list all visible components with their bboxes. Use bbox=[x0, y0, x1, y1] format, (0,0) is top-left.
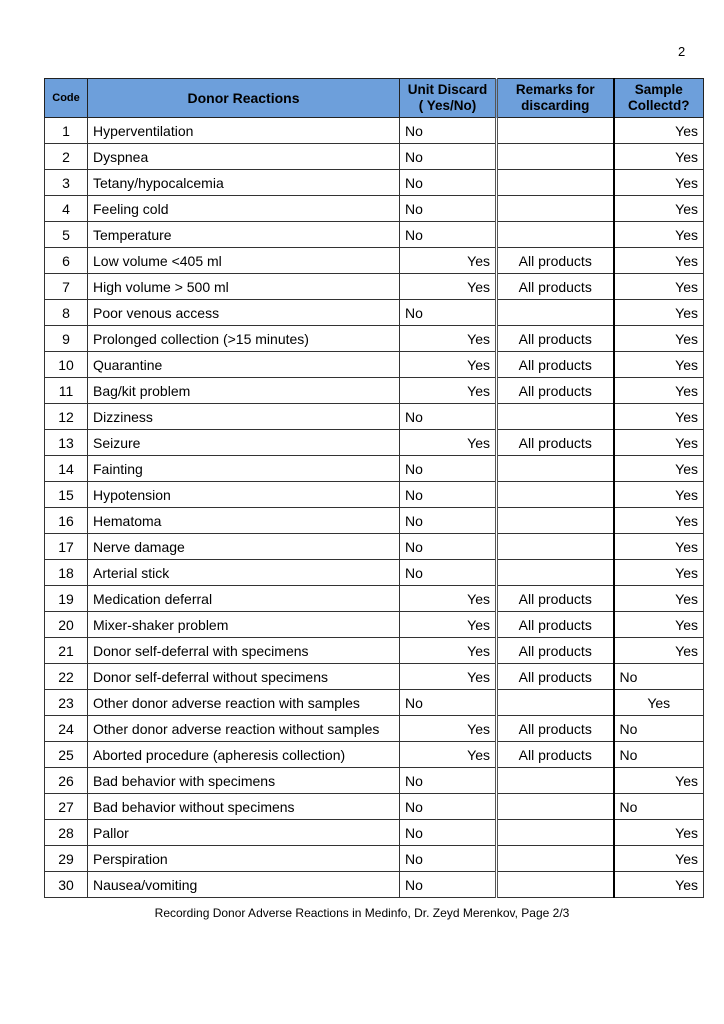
remarks-cell: All products bbox=[497, 664, 614, 690]
remarks-cell bbox=[497, 456, 614, 482]
table-body bbox=[45, 118, 704, 898]
unit-discard-cell: Yes bbox=[400, 612, 497, 638]
unit-discard-cell: No bbox=[400, 118, 497, 144]
reaction-cell: Aborted procedure (apheresis collection) bbox=[88, 742, 400, 768]
remarks-cell bbox=[497, 404, 614, 430]
code-cell: 26 bbox=[45, 768, 88, 794]
remarks-cell: All products bbox=[497, 612, 614, 638]
header-unit-discard-line2: ( Yes/No) bbox=[418, 98, 477, 113]
unit-discard-cell: Yes bbox=[400, 430, 497, 456]
code-cell: 24 bbox=[45, 716, 88, 742]
reaction-cell: Dyspnea bbox=[88, 144, 400, 170]
unit-discard-cell: No bbox=[400, 534, 497, 560]
sample-collected-cell: Yes bbox=[614, 846, 704, 872]
code-cell: 1 bbox=[45, 118, 88, 144]
unit-discard-cell: No bbox=[400, 482, 497, 508]
code-cell: 12 bbox=[45, 404, 88, 430]
sample-collected-cell: Yes bbox=[614, 170, 704, 196]
page-footer: Recording Donor Adverse Reactions in Medinfo, Dr. Zeyd Merenkov, Page 2/3 bbox=[154, 906, 570, 920]
remarks-cell bbox=[497, 872, 614, 898]
unit-discard-cell: No bbox=[400, 300, 497, 326]
reaction-cell: Other donor adverse reaction without samples bbox=[88, 716, 400, 742]
sample-collected-cell: Yes bbox=[614, 378, 704, 404]
remarks-cell bbox=[497, 508, 614, 534]
sample-collected-cell: Yes bbox=[614, 612, 704, 638]
reaction-cell: Medication deferral bbox=[88, 586, 400, 612]
table-row bbox=[45, 300, 704, 326]
remarks-cell: All products bbox=[497, 430, 614, 456]
reaction-cell: Dizziness bbox=[88, 404, 400, 430]
reaction-cell: Low volume <405 ml bbox=[88, 248, 400, 274]
sample-collected-cell: Yes bbox=[614, 430, 704, 456]
reaction-cell: Pallor bbox=[88, 820, 400, 846]
reaction-cell: Prolonged collection (>15 minutes) bbox=[88, 326, 400, 352]
sample-collected-cell: Yes bbox=[614, 274, 704, 300]
header-unit-discard bbox=[400, 79, 497, 118]
table-row bbox=[45, 170, 704, 196]
header-remarks-line2: discarding bbox=[521, 98, 590, 113]
table-row bbox=[45, 118, 704, 144]
header-remarks bbox=[497, 79, 614, 118]
table-row bbox=[45, 664, 704, 690]
code-cell: 14 bbox=[45, 456, 88, 482]
unit-discard-cell: No bbox=[400, 690, 497, 716]
unit-discard-cell: No bbox=[400, 768, 497, 794]
reaction-cell: Mixer-shaker problem bbox=[88, 612, 400, 638]
sample-collected-cell: No bbox=[614, 742, 704, 768]
sample-collected-cell: Yes bbox=[614, 404, 704, 430]
sample-collected-cell: No bbox=[614, 716, 704, 742]
code-cell: 18 bbox=[45, 560, 88, 586]
code-cell: 29 bbox=[45, 846, 88, 872]
reaction-cell: Hematoma bbox=[88, 508, 400, 534]
reaction-cell: Hyperventilation bbox=[88, 118, 400, 144]
reaction-cell: Perspiration bbox=[88, 846, 400, 872]
remarks-cell bbox=[497, 560, 614, 586]
code-cell: 17 bbox=[45, 534, 88, 560]
sample-collected-cell: Yes bbox=[614, 586, 704, 612]
code-cell: 21 bbox=[45, 638, 88, 664]
table-row bbox=[45, 872, 704, 898]
remarks-cell: All products bbox=[497, 248, 614, 274]
sample-collected-cell: Yes bbox=[614, 118, 704, 144]
unit-discard-cell: Yes bbox=[400, 378, 497, 404]
reaction-cell: Temperature bbox=[88, 222, 400, 248]
header-sample-line2: Collectd? bbox=[627, 98, 690, 113]
sample-collected-cell: Yes bbox=[614, 300, 704, 326]
table-row bbox=[45, 274, 704, 300]
sample-collected-cell: Yes bbox=[614, 196, 704, 222]
unit-discard-cell: No bbox=[400, 196, 497, 222]
table-row bbox=[45, 638, 704, 664]
remarks-cell bbox=[497, 196, 614, 222]
header-code-label: Code bbox=[52, 92, 80, 104]
code-cell: 11 bbox=[45, 378, 88, 404]
sample-collected-cell: Yes bbox=[614, 768, 704, 794]
sample-collected-cell: Yes bbox=[614, 820, 704, 846]
table-row bbox=[45, 768, 704, 794]
sample-collected-cell: Yes bbox=[614, 144, 704, 170]
sample-collected-cell: No bbox=[614, 664, 704, 690]
code-cell: 2 bbox=[45, 144, 88, 170]
remarks-cell: All products bbox=[497, 326, 614, 352]
remarks-cell bbox=[497, 690, 614, 716]
table-row bbox=[45, 196, 704, 222]
unit-discard-cell: Yes bbox=[400, 326, 497, 352]
table-header-row bbox=[45, 79, 704, 118]
header-sample-collected bbox=[614, 79, 704, 118]
code-cell: 16 bbox=[45, 508, 88, 534]
sample-collected-cell: Yes bbox=[614, 508, 704, 534]
remarks-cell bbox=[497, 144, 614, 170]
unit-discard-cell: No bbox=[400, 508, 497, 534]
header-donor-reactions bbox=[88, 79, 400, 118]
unit-discard-cell: Yes bbox=[400, 716, 497, 742]
code-cell: 28 bbox=[45, 820, 88, 846]
unit-discard-cell: No bbox=[400, 222, 497, 248]
table-row bbox=[45, 534, 704, 560]
reaction-cell: Tetany/hypocalcemia bbox=[88, 170, 400, 196]
table-row bbox=[45, 378, 704, 404]
code-cell: 6 bbox=[45, 248, 88, 274]
remarks-cell bbox=[497, 300, 614, 326]
code-cell: 3 bbox=[45, 170, 88, 196]
table-row bbox=[45, 690, 704, 716]
table-row bbox=[45, 742, 704, 768]
reaction-cell: Donor self-deferral without specimens bbox=[88, 664, 400, 690]
reaction-cell: Bad behavior without specimens bbox=[88, 794, 400, 820]
reaction-cell: Seizure bbox=[88, 430, 400, 456]
sample-collected-cell: Yes bbox=[614, 534, 704, 560]
sample-collected-cell: Yes bbox=[614, 872, 704, 898]
sample-collected-cell: Yes bbox=[614, 222, 704, 248]
unit-discard-cell: Yes bbox=[400, 638, 497, 664]
code-cell: 8 bbox=[45, 300, 88, 326]
remarks-cell: All products bbox=[497, 742, 614, 768]
sample-collected-cell: Yes bbox=[614, 638, 704, 664]
sample-collected-cell: Yes bbox=[614, 560, 704, 586]
remarks-cell bbox=[497, 118, 614, 144]
remarks-cell bbox=[497, 846, 614, 872]
code-cell: 10 bbox=[45, 352, 88, 378]
page-number: 2 bbox=[678, 44, 686, 59]
code-cell: 15 bbox=[45, 482, 88, 508]
header-unit-discard-line1: Unit Discard bbox=[407, 82, 488, 97]
header-reaction-label: Donor Reactions bbox=[187, 90, 300, 106]
table-row bbox=[45, 482, 704, 508]
table-row bbox=[45, 794, 704, 820]
unit-discard-cell: No bbox=[400, 404, 497, 430]
unit-discard-cell: Yes bbox=[400, 274, 497, 300]
sample-collected-cell: Yes bbox=[614, 456, 704, 482]
reaction-cell: Fainting bbox=[88, 456, 400, 482]
unit-discard-cell: No bbox=[400, 560, 497, 586]
remarks-cell: All products bbox=[497, 638, 614, 664]
code-cell: 30 bbox=[45, 872, 88, 898]
table-row bbox=[45, 586, 704, 612]
unit-discard-cell: Yes bbox=[400, 248, 497, 274]
table-row bbox=[45, 222, 704, 248]
unit-discard-cell: No bbox=[400, 456, 497, 482]
table-row bbox=[45, 456, 704, 482]
table-row bbox=[45, 326, 704, 352]
unit-discard-cell: No bbox=[400, 794, 497, 820]
remarks-cell bbox=[497, 794, 614, 820]
table-row bbox=[45, 612, 704, 638]
reaction-cell: Hypotension bbox=[88, 482, 400, 508]
reaction-cell: High volume > 500 ml bbox=[88, 274, 400, 300]
unit-discard-cell: No bbox=[400, 170, 497, 196]
remarks-cell: All products bbox=[497, 274, 614, 300]
table-row bbox=[45, 820, 704, 846]
sample-collected-cell: Yes bbox=[614, 482, 704, 508]
code-cell: 9 bbox=[45, 326, 88, 352]
remarks-cell bbox=[497, 768, 614, 794]
code-cell: 22 bbox=[45, 664, 88, 690]
reaction-cell: Donor self-deferral with specimens bbox=[88, 638, 400, 664]
unit-discard-cell: Yes bbox=[400, 352, 497, 378]
code-cell: 25 bbox=[45, 742, 88, 768]
remarks-cell: All products bbox=[497, 716, 614, 742]
code-cell: 27 bbox=[45, 794, 88, 820]
reaction-cell: Arterial stick bbox=[88, 560, 400, 586]
remarks-cell: All products bbox=[497, 378, 614, 404]
reaction-cell: Quarantine bbox=[88, 352, 400, 378]
table-row bbox=[45, 508, 704, 534]
header-remarks-line1: Remarks for bbox=[515, 82, 595, 97]
table-row bbox=[45, 144, 704, 170]
unit-discard-cell: No bbox=[400, 872, 497, 898]
reaction-cell: Feeling cold bbox=[88, 196, 400, 222]
remarks-cell: All products bbox=[497, 586, 614, 612]
table-row bbox=[45, 248, 704, 274]
donor-reactions-table bbox=[44, 78, 704, 898]
table-row bbox=[45, 404, 704, 430]
code-cell: 4 bbox=[45, 196, 88, 222]
sample-collected-cell: Yes bbox=[614, 248, 704, 274]
table-row bbox=[45, 352, 704, 378]
table-row bbox=[45, 846, 704, 872]
code-cell: 13 bbox=[45, 430, 88, 456]
code-cell: 19 bbox=[45, 586, 88, 612]
reaction-cell: Bag/kit problem bbox=[88, 378, 400, 404]
unit-discard-cell: Yes bbox=[400, 664, 497, 690]
unit-discard-cell: No bbox=[400, 846, 497, 872]
code-cell: 20 bbox=[45, 612, 88, 638]
code-cell: 5 bbox=[45, 222, 88, 248]
sample-collected-cell: No bbox=[614, 794, 704, 820]
reaction-cell: Bad behavior with specimens bbox=[88, 768, 400, 794]
table-row bbox=[45, 560, 704, 586]
table-row bbox=[45, 716, 704, 742]
table-row bbox=[45, 430, 704, 456]
remarks-cell bbox=[497, 482, 614, 508]
code-cell: 23 bbox=[45, 690, 88, 716]
remarks-cell bbox=[497, 170, 614, 196]
remarks-cell: All products bbox=[497, 352, 614, 378]
unit-discard-cell: Yes bbox=[400, 586, 497, 612]
sample-collected-cell: Yes bbox=[614, 326, 704, 352]
unit-discard-cell: No bbox=[400, 144, 497, 170]
remarks-cell bbox=[497, 222, 614, 248]
unit-discard-cell: Yes bbox=[400, 742, 497, 768]
header-code bbox=[45, 79, 88, 118]
sample-collected-cell: Yes bbox=[614, 690, 704, 716]
reaction-cell: Other donor adverse reaction with samples bbox=[88, 690, 400, 716]
reaction-cell: Poor venous access bbox=[88, 300, 400, 326]
reaction-cell: Nerve damage bbox=[88, 534, 400, 560]
code-cell: 7 bbox=[45, 274, 88, 300]
header-sample-line1: Sample bbox=[634, 82, 683, 97]
reaction-cell: Nausea/vomiting bbox=[88, 872, 400, 898]
sample-collected-cell: Yes bbox=[614, 352, 704, 378]
remarks-cell bbox=[497, 820, 614, 846]
remarks-cell bbox=[497, 534, 614, 560]
unit-discard-cell: No bbox=[400, 820, 497, 846]
